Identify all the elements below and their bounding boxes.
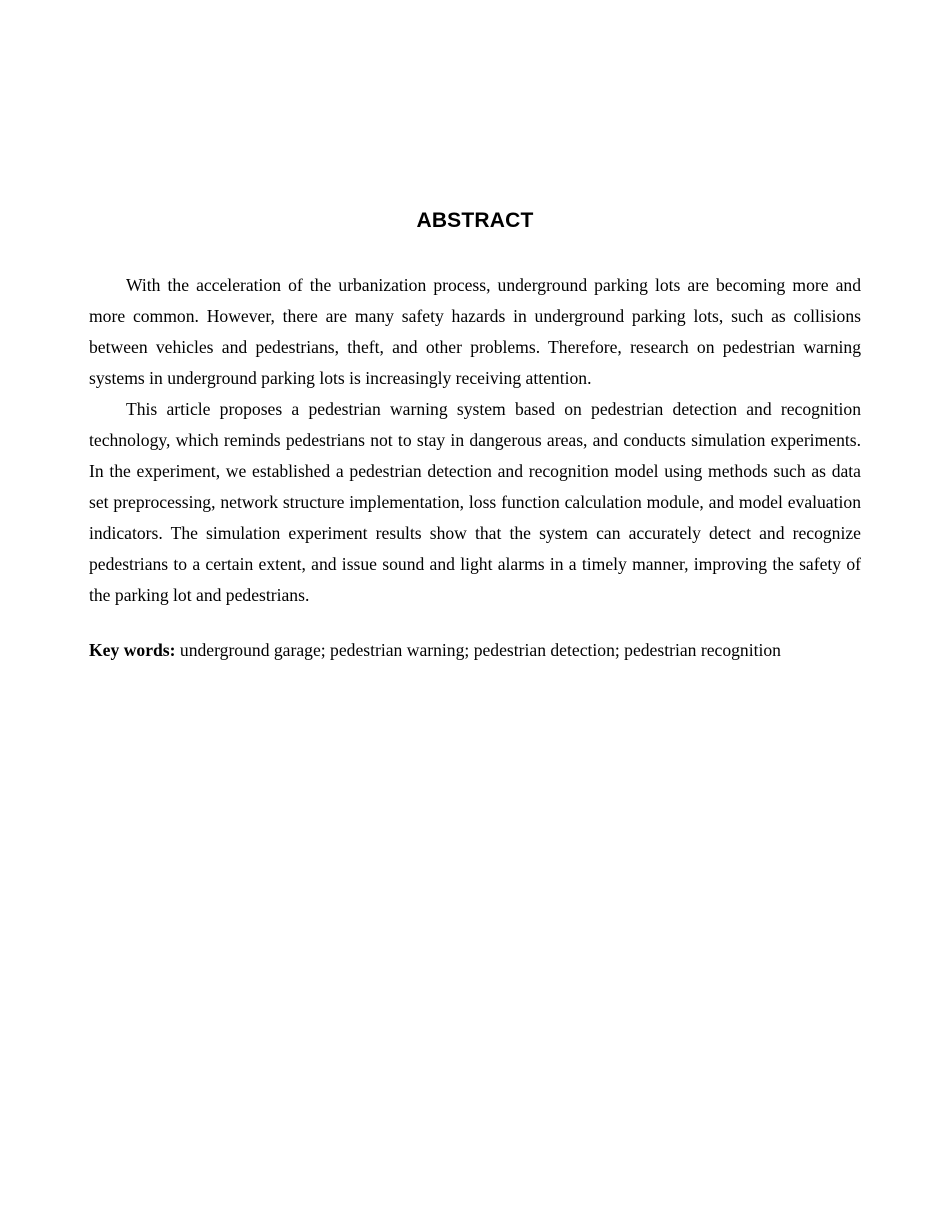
abstract-title: ABSTRACT: [416, 209, 534, 232]
keywords-line: [89, 635, 889, 666]
keywords-label: Key words:: [89, 640, 176, 660]
abstract-paragraph-1: With the acceleration of the urbanization process, underground parking lots are becoming more and more common. However, there are many safety hazards in underground parking lots, such as collisions between vehicles and pedestrians, theft, and other problems. Therefore, research on pedestrian warning systems in underground parking lots is increasingly receiving attention.: [89, 275, 861, 388]
abstract-paragraph-2: This article proposes a pedestrian warning system based on pedestrian detection and recognition technology, which reminds pedestrians not to stay in dangerous areas, and conducts simulation experiments. In the experiment, we established a pedestrian detection and recognition model using methods such as data set preprocessing, network structure implementation, loss function calculation module, and model evaluation indicators. The simulation experiment results show that the system can accurately detect and recognize pedestrians to a certain extent, and issue sound and light alarms in a timely manner, improving the safety of the parking lot and pedestrians.: [89, 399, 861, 605]
abstract-body: [89, 270, 861, 611]
keywords-text: underground garage; pedestrian warning; pedestrian detection; pedestrian recognition: [179, 640, 781, 660]
